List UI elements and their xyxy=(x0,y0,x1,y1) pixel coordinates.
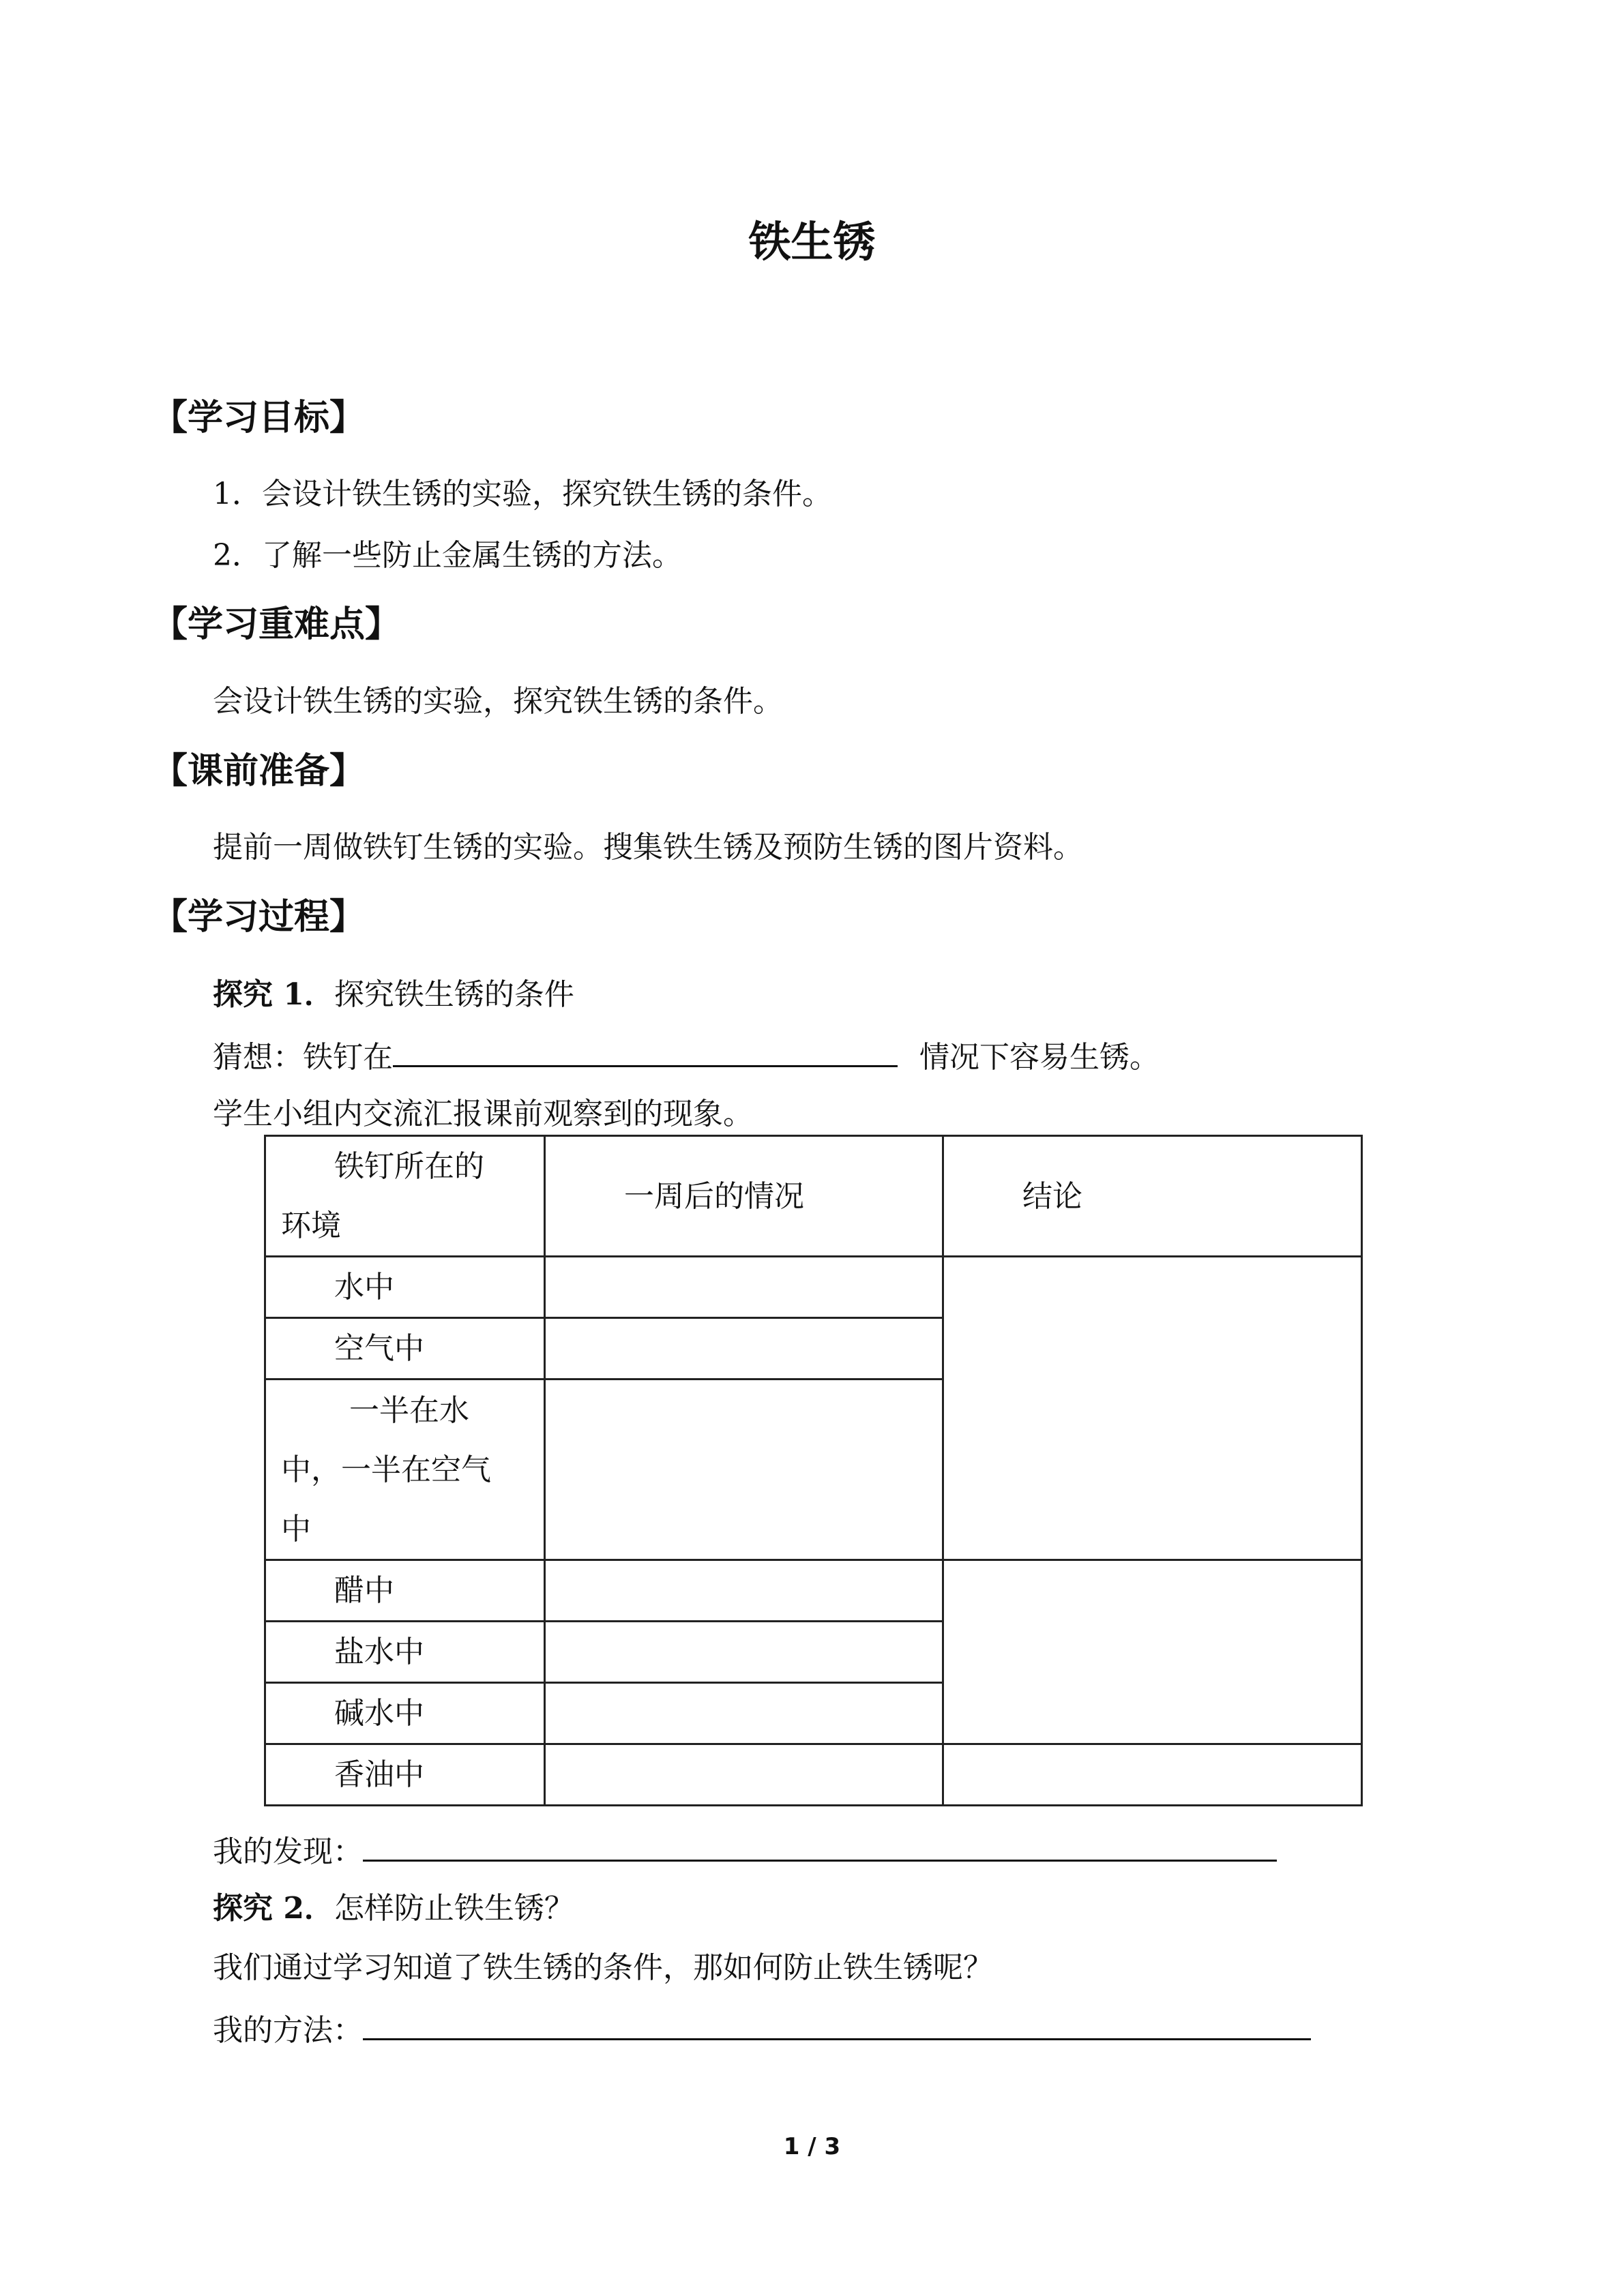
table-row xyxy=(265,1560,1362,1622)
env-alkali-water: 碱水中 xyxy=(265,1683,545,1744)
conclusion-cell-group-2[interactable] xyxy=(943,1560,1362,1744)
result-cell-air[interactable] xyxy=(545,1318,943,1380)
table-intro: 学生小组内交流汇报课前观察到的现象。 xyxy=(213,1097,753,1131)
preparation-text: 提前一周做铁钉生锈的实验。搜集铁生锈及预防生锈的图片资料。 xyxy=(213,830,1083,865)
result-cell-half[interactable] xyxy=(545,1380,943,1560)
result-cell-sesame-oil[interactable] xyxy=(545,1744,943,1806)
key-points-heading: 【学习重难点】 xyxy=(152,604,401,645)
header-week-result: 一周后的情况 xyxy=(545,1136,943,1257)
explore-2-text: 怎样防止铁生锈？ xyxy=(334,1891,574,1926)
env-salt-water: 盐水中 xyxy=(265,1622,545,1683)
guess-line xyxy=(213,1035,1160,1077)
explore-1-title xyxy=(213,975,574,1015)
env-air: 空气中 xyxy=(265,1318,545,1380)
header-environment-line2: 环境 xyxy=(281,1208,341,1243)
finding-line xyxy=(213,1830,1277,1872)
explore-2-label: 探究 2． xyxy=(213,1891,334,1926)
explore-2-title xyxy=(213,1889,574,1928)
table-row xyxy=(265,1257,1362,1318)
env-water: 水中 xyxy=(265,1257,545,1318)
env-half-water-air xyxy=(265,1380,545,1560)
key-points-text: 会设计铁生锈的实验，探究铁生锈的条件。 xyxy=(213,684,783,719)
header-environment xyxy=(265,1136,545,1257)
guess-suffix: 情况下容易生锈。 xyxy=(919,1040,1160,1075)
conclusion-cell-group-1[interactable] xyxy=(943,1257,1362,1560)
table-header-row xyxy=(265,1136,1362,1257)
explore-1-text: 探究铁生锈的条件 xyxy=(334,977,574,1012)
explore-1-label: 探究 1． xyxy=(213,977,334,1012)
finding-label: 我的发现： xyxy=(213,1834,363,1869)
explore-2-intro: 我们通过学习知道了铁生锈的条件，那如何防止铁生锈呢？ xyxy=(213,1950,993,1985)
conclusion-cell-oil[interactable] xyxy=(943,1744,1362,1806)
result-cell-salt-water[interactable] xyxy=(545,1622,943,1683)
page-title: 铁生锈 xyxy=(748,217,876,267)
env-half-line3: 中 xyxy=(281,1511,311,1547)
guess-blank[interactable] xyxy=(393,1035,898,1067)
page-number: 1 / 3 xyxy=(783,2133,841,2160)
method-line xyxy=(213,2008,1311,2051)
result-cell-alkali-water[interactable] xyxy=(545,1683,943,1744)
header-environment-line1: 铁钉所在的 xyxy=(334,1149,484,1184)
goals-heading: 【学习目标】 xyxy=(152,398,366,438)
method-blank[interactable] xyxy=(363,2008,1311,2040)
goal-item-1: 1．会设计铁生锈的实验，探究铁生锈的条件。 xyxy=(213,477,832,511)
observation-table xyxy=(264,1135,1363,1806)
result-cell-water[interactable] xyxy=(545,1257,943,1318)
guess-prefix: 猜想：铁钉在 xyxy=(213,1040,393,1075)
table-row xyxy=(265,1744,1362,1806)
result-cell-vinegar[interactable] xyxy=(545,1560,943,1622)
goal-item-2: 2．了解一些防止金属生锈的方法。 xyxy=(213,538,682,573)
preparation-heading: 【课前准备】 xyxy=(152,751,366,792)
env-sesame-oil: 香油中 xyxy=(265,1744,545,1806)
header-conclusion: 结论 xyxy=(943,1136,1362,1257)
env-half-line1: 一半在水 xyxy=(349,1392,469,1428)
env-vinegar: 醋中 xyxy=(265,1560,545,1622)
method-label: 我的方法： xyxy=(213,2013,363,2048)
process-heading: 【学习过程】 xyxy=(152,897,366,938)
finding-blank[interactable] xyxy=(363,1830,1277,1862)
env-half-line2: 中，一半在空气 xyxy=(281,1452,491,1487)
